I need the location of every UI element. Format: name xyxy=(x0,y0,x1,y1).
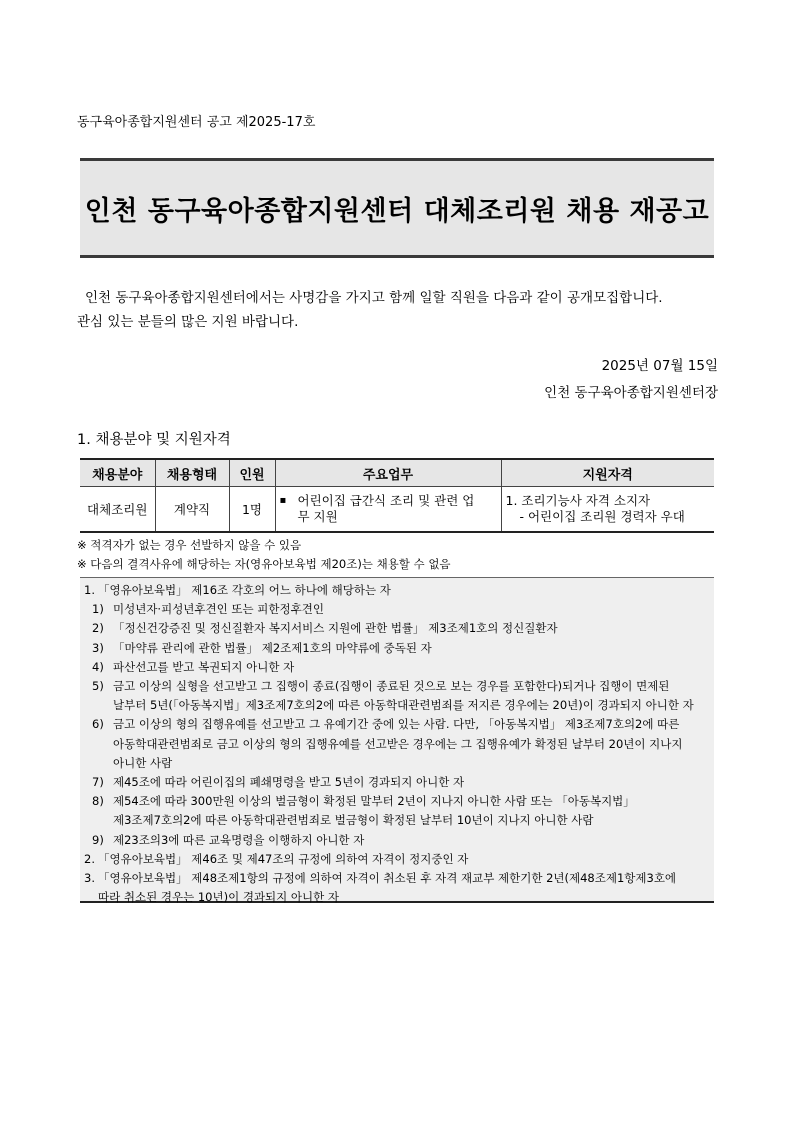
item-text: 미성년자·피성년후견인 또는 피한정후견인 xyxy=(113,602,324,617)
item-number: 2) xyxy=(92,621,104,636)
item-number: 5) xyxy=(92,679,104,694)
item-text-line: 아니한 사람 xyxy=(113,755,173,770)
duty-line-1: 어린이집 급간식 조리 및 관련 업 xyxy=(297,493,475,508)
section-title-recruitment: 1. 채용분야 및 지원자격 xyxy=(77,432,231,448)
item-number: 3. xyxy=(84,871,95,886)
header-count: 인원 xyxy=(229,459,275,487)
item-text: 「정신건강증진 및 정신질환자 복지서비스 지원에 관한 법률」 제3조제1호의 정신질환자 xyxy=(113,621,558,636)
duty-line-2: 무 지원 xyxy=(297,509,338,524)
notes xyxy=(77,536,451,574)
list-item xyxy=(84,715,708,773)
item-text: 「영유아보육법」 제46조 및 제47조의 규정에 의하여 자격이 정지중인 자 xyxy=(98,851,469,866)
list-item xyxy=(84,639,708,658)
cell-type: 계약직 xyxy=(155,487,229,533)
item-number: 6) xyxy=(92,717,104,732)
note-1: ※ 적격자가 없는 경우 선발하지 않을 수 있음 xyxy=(77,538,302,552)
header-duty: 주요업무 xyxy=(275,459,501,487)
item-number: 8) xyxy=(92,794,104,809)
cell-qualification xyxy=(501,487,714,533)
table-row xyxy=(80,487,714,533)
list-item xyxy=(84,677,708,715)
bullet-icon: ▪ xyxy=(279,495,287,506)
table-header-row xyxy=(80,459,714,487)
list-item xyxy=(84,581,708,600)
item-number: 7) xyxy=(92,775,104,790)
list-item xyxy=(84,658,708,677)
item-text-line: 아동학대관련범죄로 금고 이상의 형의 집행유예를 선고받은 경우에는 그 집행유예가 확정된 날부터 20년이 지나지 xyxy=(113,736,683,751)
list-item xyxy=(84,792,708,830)
item-text-line: 날부터 5년(「아동복지법」제3조제7호의2에 따른 아동학대관련범죄를 저지른 경우에는 20년)이 경과되지 아니한 자 xyxy=(113,698,694,713)
item-number: 1) xyxy=(92,602,104,617)
recruitment-table xyxy=(80,458,714,533)
notice-date: 2025년 07월 15일 xyxy=(601,358,718,374)
title-box xyxy=(80,158,714,258)
item-text: 파산선고를 받고 복권되지 아니한 자 xyxy=(113,659,295,674)
item-text-line: 「영유아보육법」 제48조제1항의 규정에 의하여 자격이 취소된 후 자격 재교부 제한기한 2년(제48조제1항제3호에 xyxy=(98,871,677,886)
cell-duty xyxy=(275,487,501,533)
item-number: 9) xyxy=(92,832,104,847)
disqualification-box xyxy=(80,577,714,903)
header-field: 채용분야 xyxy=(80,459,155,487)
item-number: 1. xyxy=(84,583,95,597)
intro-line-1: 인천 동구육아종합지원센터에서는 사명감을 가지고 함께 일할 직원을 다음과 같이 공개모집합니다. xyxy=(85,290,663,306)
list-item xyxy=(84,600,708,619)
item-text-line: 제54조에 따라 300만원 이상의 벌금형이 확정된 말부터 2년이 지나지 아니한 사람 또는 「아동복지법」 xyxy=(113,794,635,809)
intro-line-2: 관심 있는 분들의 많은 지원 바랍니다. xyxy=(77,314,299,330)
list-item xyxy=(84,619,708,638)
page-title: 인천 동구육아종합지원센터 대체조리원 채용 재공고 xyxy=(84,195,710,227)
cell-count: 1명 xyxy=(229,487,275,533)
note-2: ※ 다음의 결격사유에 해당하는 자(영유아보육법 제20조)는 채용할 수 없음 xyxy=(77,557,451,571)
list-item xyxy=(84,850,708,869)
list-item xyxy=(84,869,708,907)
qual-line-1: 1. 조리기능사 자격 소지자 xyxy=(505,493,651,508)
item-text-line: 따라 취소된 경우는 10년)이 경과되지 아니한 자 xyxy=(98,890,340,905)
header-type: 채용형태 xyxy=(155,459,229,487)
item-text: 제45조에 따라 어린이집의 폐쇄명령을 받고 5년이 경과되지 아니한 자 xyxy=(113,775,465,790)
list-item xyxy=(84,773,708,792)
item-text-line: 제3조제7호의2에 따른 아동학대관련범죄로 벌금형이 확정된 날부터 10년이 지나지 아니한 사람 xyxy=(113,813,594,828)
notice-number: 동구육아종합지원센터 공고 제2025-17호 xyxy=(77,115,316,130)
intro-paragraph xyxy=(77,286,718,334)
cell-field: 대체조리원 xyxy=(80,487,155,533)
item-text: 「영유아보육법」 제16조 각호의 어느 하나에 해당하는 자 xyxy=(98,583,391,597)
item-text: 「마약류 관리에 관한 법률」 제2조제1호의 마약류에 중독된 자 xyxy=(113,640,432,655)
item-text: 제23조의3에 따른 교육명령을 이행하지 아니한 자 xyxy=(113,832,365,847)
item-number: 3) xyxy=(92,640,104,655)
item-text-line: 금고 이상의 형의 집행유예를 선고받고 그 유예기간 중에 있는 사람. 다만, 「아동복지법」 제3조제7호의2에 따른 xyxy=(113,717,680,732)
qual-line-2: - 어린이집 조리원 경력자 우대 xyxy=(519,509,685,524)
item-text-line: 금고 이상의 실형을 선고받고 그 집행이 종료(집행이 종료된 것으로 보는 경우를 포함한다)되거나 집행이 면제된 xyxy=(113,679,670,694)
header-qualification: 지원자격 xyxy=(501,459,714,487)
list-item xyxy=(84,831,708,850)
issuer-name: 인천 동구육아종합지원센터장 xyxy=(544,385,718,401)
item-number: 4) xyxy=(92,659,104,674)
item-number: 2. xyxy=(84,851,95,866)
